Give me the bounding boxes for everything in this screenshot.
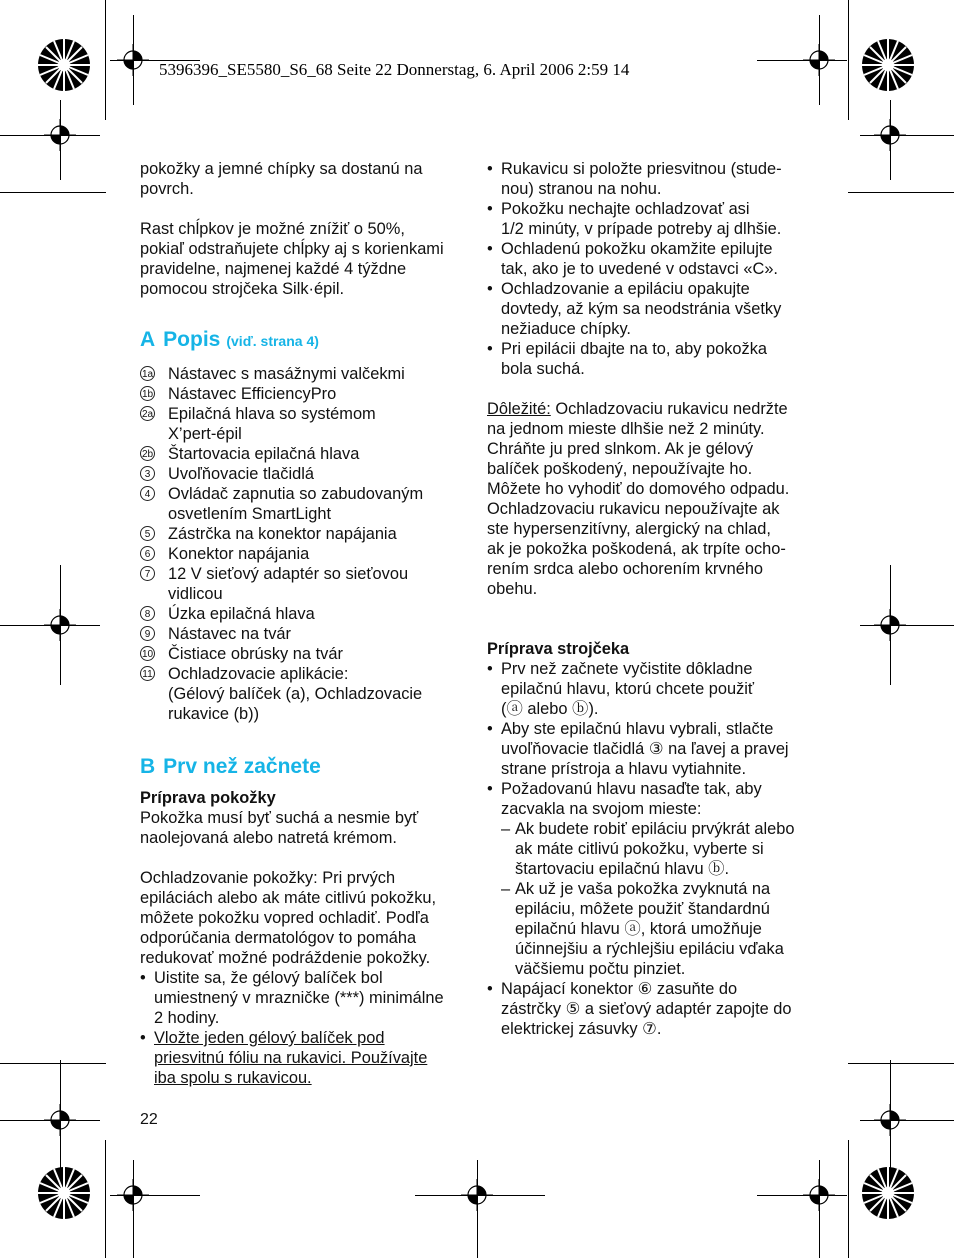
list-item	[140, 624, 470, 644]
list-item: • Rukavicu si položte priesvitnou (stude- nou) stranou na nohu.	[487, 160, 782, 198]
item-label: Štartovacia epilačná hlava	[168, 445, 360, 463]
crosshair-icon	[874, 119, 906, 151]
section-b-letter: B	[140, 755, 156, 778]
star-target-icon	[38, 39, 90, 91]
item-label: Ochladzovacie aplikácie: (Gélový balíček (a), Ochladzovacie rukavice (b))	[168, 665, 423, 723]
important-label: Dôležité:	[487, 400, 551, 418]
skin-prep-heading: Príprava pokožky	[140, 789, 276, 807]
item-label: Nástavec na tvár	[168, 625, 291, 643]
dash-item: – Ak budete robiť epiláciu prvýkrát alebo ak máte citlivú pokožku, vyberte si štartovaciu epilačnú hlavu ⓑ.	[501, 820, 795, 878]
item-label: Konektor napájania	[168, 545, 310, 563]
list-item: • Ochladenú pokožku okamžite epilujte tak, ako je to uvedené v odstavci «C».	[487, 240, 778, 278]
item-label: Nástavec EfficiencyPro	[168, 385, 337, 403]
underlined-instruction: Vložte jeden gélový balíček pod priesvitnú fóliu na rukavici. Používajte iba spolu s rukavicou.	[154, 1029, 428, 1087]
item-number-badge: 11	[140, 664, 168, 724]
item-number-badge: 8	[140, 604, 168, 624]
crosshair-icon	[803, 44, 835, 76]
crosshair-icon	[44, 1104, 76, 1136]
important-note: Dôležité: Ochladzovaciu rukavicu nedržte na jednom mieste dlhšie než 2 minúty. Chráňte ju pred slnkom. Ak je gélový balíček poškodený, nepoužívajte ho. Môžete ho vyhodiť do domového odpadu. Ochladzovaciu rukavicu nepoužívajte ak ste hypersenzitívny, alergický na chlad, ak je pokožka poškodená, ak trpíte ocho- rením srdca alebo ochorením krvného obehu.	[487, 400, 790, 598]
crosshair-icon	[117, 44, 149, 76]
item-label: Zástrčka na konektor napájania	[168, 525, 397, 543]
list-item	[140, 604, 470, 624]
list-item: • Požadovanú hlavu nasaďte tak, aby zacvakla na svojom mieste:	[487, 780, 762, 818]
section-a-heading	[140, 327, 470, 354]
cooling-paragraph: Ochladzovanie pokožky: Pri prvých epiláciách alebo ak máte citlivú pokožku, môžete pokožku vopred ochladiť. Podľa odporúčania dermatológov to pomáha redukovať možné podráždenie pokožky.	[140, 869, 437, 967]
item-number-badge: 1b	[140, 384, 168, 404]
item-label: Úzka epilačná hlava	[168, 605, 315, 623]
section-a-title: Popis	[163, 328, 221, 351]
list-item: • Ochladzovanie a epiláciu opakujte dovtedy, až kým sa neodstránia všetky nežiaduce chípky.	[487, 280, 782, 338]
left-column	[140, 159, 470, 1088]
item-number-badge: 6	[140, 544, 168, 564]
section-a-subtitle: (viď. strana 4)	[226, 333, 319, 349]
section-b-heading	[140, 754, 470, 780]
list-item: • Aby ste epilačnú hlavu vybrali, stlačte uvoľňovacie tlačidlá ③ na ľavej a pravej strane prístroja a hlavu vytiahnite.	[487, 720, 789, 778]
item-number-badge: 7	[140, 564, 168, 604]
crosshair-icon	[44, 609, 76, 641]
list-item: • Pri epilácii dbajte na to, aby pokožka bola suchá.	[487, 340, 768, 378]
crosshair-icon	[803, 1179, 835, 1211]
item-label: 12 V sieťový adaptér so sieťovou vidlicou	[168, 565, 409, 603]
list-item	[140, 524, 470, 544]
item-number-badge: 4	[140, 484, 168, 524]
device-prep-bullets-end	[487, 979, 822, 1039]
glove-bullets	[487, 159, 822, 379]
print-header: 5396396_SE5580_S6_68 Seite 22 Donnerstag, 6. April 2006 2:59 14	[159, 60, 630, 79]
section-b-title: Prv než začnete	[163, 755, 321, 778]
right-column	[487, 159, 822, 1039]
cooling-bullets	[140, 968, 470, 1088]
list-item	[140, 364, 470, 384]
list-item	[140, 564, 470, 604]
crosshair-icon	[874, 1104, 906, 1136]
crosshair-icon	[874, 609, 906, 641]
item-label: Nástavec s masážnymi valčekmi	[168, 365, 405, 383]
page-number: 22	[140, 1111, 158, 1128]
item-number-badge: 2a	[140, 404, 168, 444]
crosshair-icon	[44, 119, 76, 151]
list-item: • Uistite sa, že gélový balíček bol umiestnený v mrazničke (***) minimálne 2 hodiny.	[140, 969, 444, 1027]
list-item	[140, 384, 470, 404]
list-item	[140, 644, 470, 664]
item-number-badge: 10	[140, 644, 168, 664]
item-number-badge: 1a	[140, 364, 168, 384]
item-label: Ovládač zapnutia so zabudovaným osvetlením SmartLight	[168, 485, 424, 523]
dash-item: – Ak už je vaša pokožka zvyknutá na epiláciu, môžete použiť štandardnú epilačnú hlavu ⓐ, ktorá umožňuje účinnejšiu a rýchlejšiu epiláciu vďaka väčšiemu počtu pinziet.	[501, 880, 784, 978]
list-item: • Vložte jeden gélový balíček pod priesvitnú fóliu na rukavici. Používajte iba spolu s rukavicou.	[140, 1029, 428, 1087]
list-item	[140, 404, 470, 444]
item-number-badge: 5	[140, 524, 168, 544]
device-prep-bullets	[487, 659, 822, 819]
item-number-badge: 3	[140, 464, 168, 484]
skin-prep-text: Pokožka musí byť suchá a nesmie byť naolejovaná alebo natretá krémom.	[140, 809, 419, 847]
list-item	[140, 544, 470, 564]
item-number-badge: 2b	[140, 444, 168, 464]
star-target-icon	[862, 39, 914, 91]
list-item	[140, 444, 470, 464]
star-target-icon	[862, 1167, 914, 1219]
crosshair-icon	[117, 1179, 149, 1211]
list-item: • Pokožku nechajte ochladzovať asi 1/2 minúty, v prípade potreby aj dlhšie.	[487, 200, 782, 238]
list-item	[140, 664, 470, 724]
item-number-badge: 9	[140, 624, 168, 644]
item-label: Epilačná hlava so systémom X’pert-épil	[168, 405, 376, 443]
list-item: • Prv než začnete vyčistite dôkladne epilačnú hlavu, ktorú chcete použiť (ⓐ alebo ⓑ).	[487, 660, 755, 718]
list-item	[140, 464, 470, 484]
device-prep-heading: Príprava strojčeka	[487, 640, 630, 658]
section-a-letter: A	[140, 328, 156, 351]
item-label: Čistiace obrúsky na tvár	[168, 645, 343, 663]
crosshair-icon	[461, 1179, 493, 1211]
list-item	[140, 484, 470, 524]
intro-paragraph: pokožky a jemné chípky sa dostanú na povrch.	[140, 160, 423, 198]
item-label: Uvoľňovacie tlačidlá	[168, 465, 314, 483]
list-item: • Napájací konektor ⑥ zasuňte do zástrčky ⑤ a sieťový adaptér zapojte do elektrickej zásuvky ⑦.	[487, 980, 792, 1038]
growth-paragraph: Rast chĺpkov je možné znížiť o 50%, pokiaľ odstraňujete chĺpky aj s korienkami pravidelne, najmenej každé 4 týždne pomocou strojčeka Silk·épil.	[140, 220, 444, 298]
description-list	[140, 364, 470, 724]
star-target-icon	[38, 1167, 90, 1219]
